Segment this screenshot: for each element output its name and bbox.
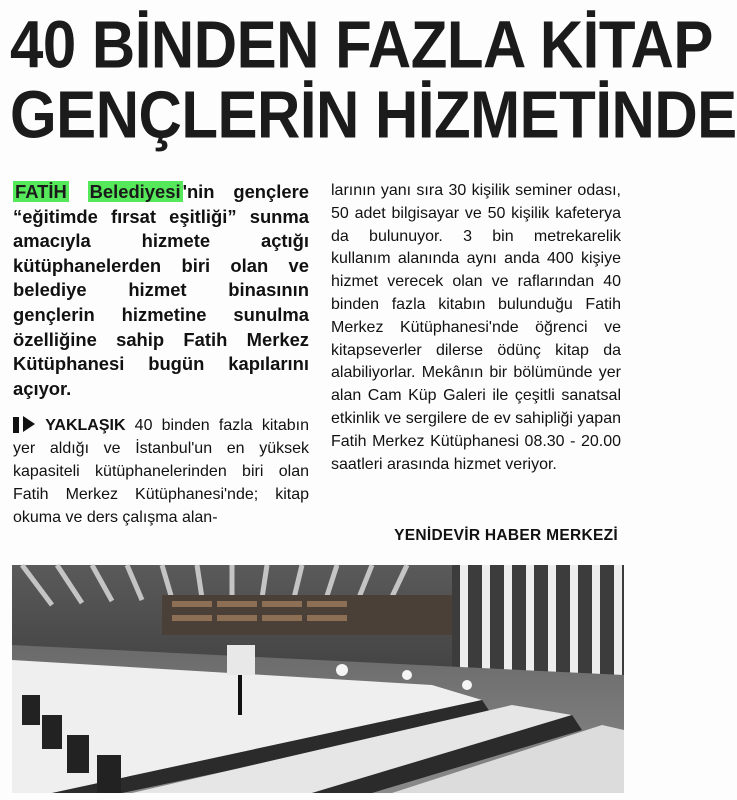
byline: YENİDEVİR HABER MERKEZİ (394, 527, 618, 544)
article-body-left (13, 415, 309, 529)
article-lead (13, 180, 309, 401)
article-headline (10, 6, 737, 153)
article-body-right: larının yanı sıra 30 kişilik seminer odası, 50 adet bilgisayar ve 50 kişilik kafeterya da bulunuyor. 3 bin metrekarelik kullanım alanında aynı anda 400 kişiye hizmet verecek olan ve raflarından 40 binden fazla kitabın bulunduğu Fatih Merkez Kütüphanesi'nde öğrenci ve kitapseverler dilerse ödünç kitap da alabiliyorlar. Mekânın bir bölümünde yer alan Cam Küp Galeri ile çeşitli sanatsal etkinlik ve sergilere de ev sahipliği yapan Fatih Merkez Kütüphanesi 08.30 - 20.00 saatleri arasında hizmet veriyor. (331, 182, 621, 473)
highlight-fatih: FATİH (15, 181, 67, 202)
paragraph-arrow-icon (23, 416, 35, 432)
library-interior-illustration (12, 565, 624, 793)
lead-text: 'nin gençlere “eğitimde fırsat eşitliği” sunma amacıyla hizmete açtığı kütüphanelerden biri olan ve belediye hizmet binasının gençlerin hizmetine sunulma özelliğine sahip Fatih Merkez Kütüphanesi bugün kapılarını açıyor. (13, 181, 309, 399)
left-column (13, 180, 309, 529)
library-photo (12, 565, 624, 793)
paragraph-bar-icon (13, 417, 19, 433)
headline-line-2: GENÇLERİN HİZMETİNDE (10, 77, 737, 153)
highlight-belediyesi: Belediyesi (89, 181, 181, 202)
headline-line-1: 40 BİNDEN FAZLA KİTAP (10, 7, 713, 83)
body-left-text: 40 binden fazla kitabın yer aldığı ve İstanbul'un en yüksek kapasiteli kütüphanelerinden biri olan Fatih Merkez Kütüphanesi'nde; kitap okuma ve ders çalışma alan- (13, 417, 309, 526)
body-first-word: YAKLAŞIK (45, 417, 126, 435)
